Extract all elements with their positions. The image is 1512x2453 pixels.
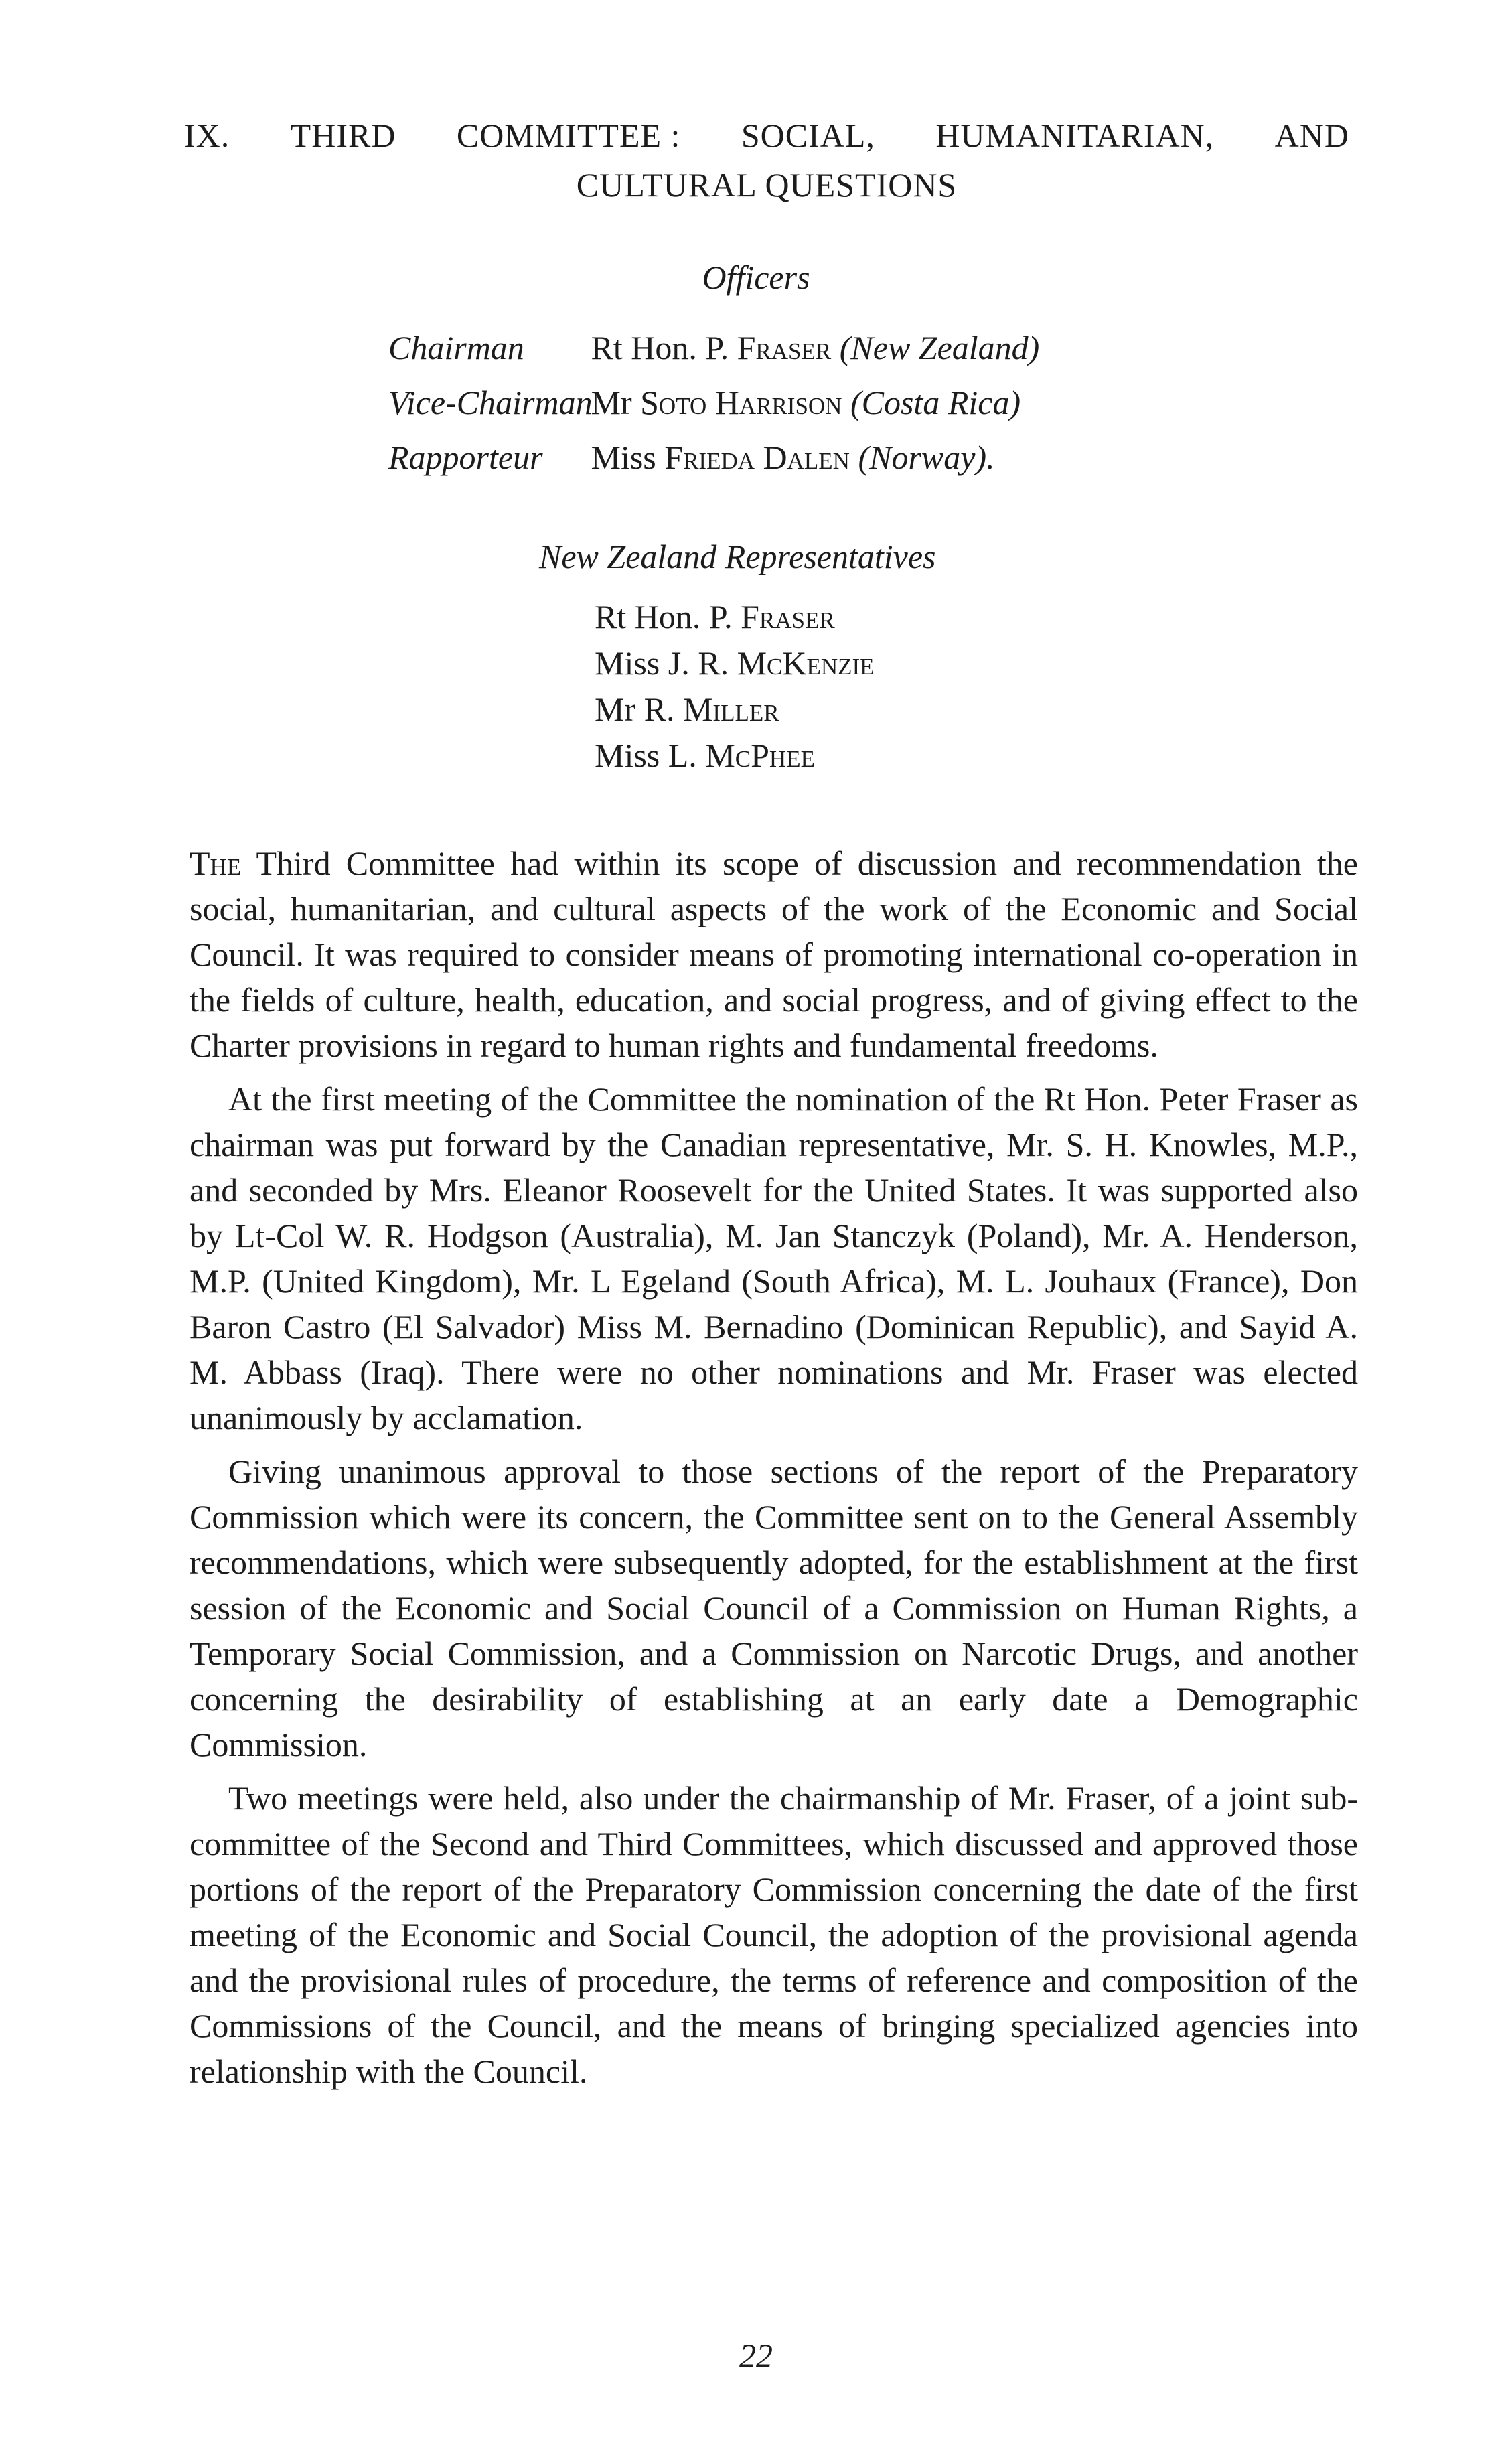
representatives-title: New Zealand Representatives	[539, 538, 936, 575]
body-text	[190, 840, 1358, 2102]
paragraph-recommendations: Giving unanimous approval to those sections of the report of the Preparatory Commission which were its concern, the Committee sent on to the General Assembly recommendations, which were subsequently adopted, for the establishment at the first session of the Economic and Social Council of a Commission on Human Rights, a Temporary Social Commission, and a Commission on Narcotic Drugs, and another concerning the desirability of establishing at an early date a Demographic Commission.	[190, 1453, 1358, 1763]
section-heading-line-1	[184, 114, 1349, 157]
paragraph-nomination: At the first meeting of the Committee the nomination of the Rt Hon. Peter Fraser as chairman was put forward by the Canadian representative, Mr. S. H. Knowles, M.P., and seconded by Mrs. Eleanor Roosevelt for the United States. It was supported also by Lt-Col W. R. Hodgson (Australia), M. Jan Stanczyk (Poland), Mr. A. Henderson, M.P. (United Kingdom), Mr. L Egeland (South Africa), M. L. Jouhaux (France), Don Baron Castro (El Salvador) Miss M. Bernadino (Dominican Republic), and Sayid A. M. Abbass (Iraq). There were no other nominations and Mr. Fraser was elected unanimously by acclamation.	[190, 1080, 1358, 1436]
officers-title: Officers	[702, 258, 810, 296]
heading-word: SOCIAL,	[741, 117, 875, 154]
paragraph-scope: The Third Committee had within its scope of discussion and recommendation the social, humanitarian, and cultural aspects of the work of the Economic and Social Council. It was required to consider means of promoting international co-operation in the fields of culture, health, education, and social progress, and of giving effect to the Charter provisions in regard to human rights and fundamental freedoms.	[190, 844, 1358, 1064]
heading-word: THIRD	[290, 117, 396, 154]
heading-word: HUMANITARIAN,	[935, 117, 1215, 154]
page-number: 22	[739, 2336, 773, 2374]
heading-word: AND	[1274, 117, 1349, 154]
section-numeral: IX.	[184, 117, 230, 154]
heading-word: COMMITTEE :	[456, 117, 681, 154]
paragraph-joint-subcommittee: Two meetings were held, also under the chairmanship of Mr. Fraser, of a joint sub-committee of the Second and Third Committees, which discussed and approved those portions of the report of the Preparatory Commission concerning the date of the first meeting of the Economic and Social Council, the adoption of the provisional agenda and the provisional rules of procedure, the terms of reference and composition of the Commissions of the Council, and the means of bringing specialized agencies into relationship with the Council.	[190, 1779, 1358, 2090]
representative-row: Rt Hon. P. Fraser	[595, 598, 835, 636]
section-heading-line-2: CULTURAL QUESTIONS	[576, 166, 958, 204]
officer-role: Vice-Chairman	[388, 384, 593, 421]
representative-row: Miss L. McPhee	[595, 737, 815, 774]
officer-country: (New Zealand)	[839, 329, 1040, 366]
officer-role: Chairman	[388, 329, 524, 366]
officer-name: Mr Soto Harrison	[591, 384, 842, 421]
representatives-list	[595, 594, 875, 779]
officers-list	[388, 320, 1039, 485]
officer-row-chairman	[388, 320, 1039, 375]
representative-row: Miss J. R. McKenzie	[595, 644, 875, 682]
officer-country: (Norway).	[858, 439, 995, 476]
officer-row-rapporteur	[388, 430, 1039, 485]
officer-role: Rapporteur	[388, 439, 543, 476]
officer-name: Rt Hon. P. Fraser	[591, 329, 832, 366]
representative-row: Mr R. Miller	[595, 690, 779, 728]
officer-name: Miss Frieda Dalen	[591, 439, 850, 476]
officer-row-vice-chairman	[388, 375, 1039, 430]
section-heading	[184, 114, 1349, 206]
officer-country: (Costa Rica)	[850, 384, 1021, 421]
